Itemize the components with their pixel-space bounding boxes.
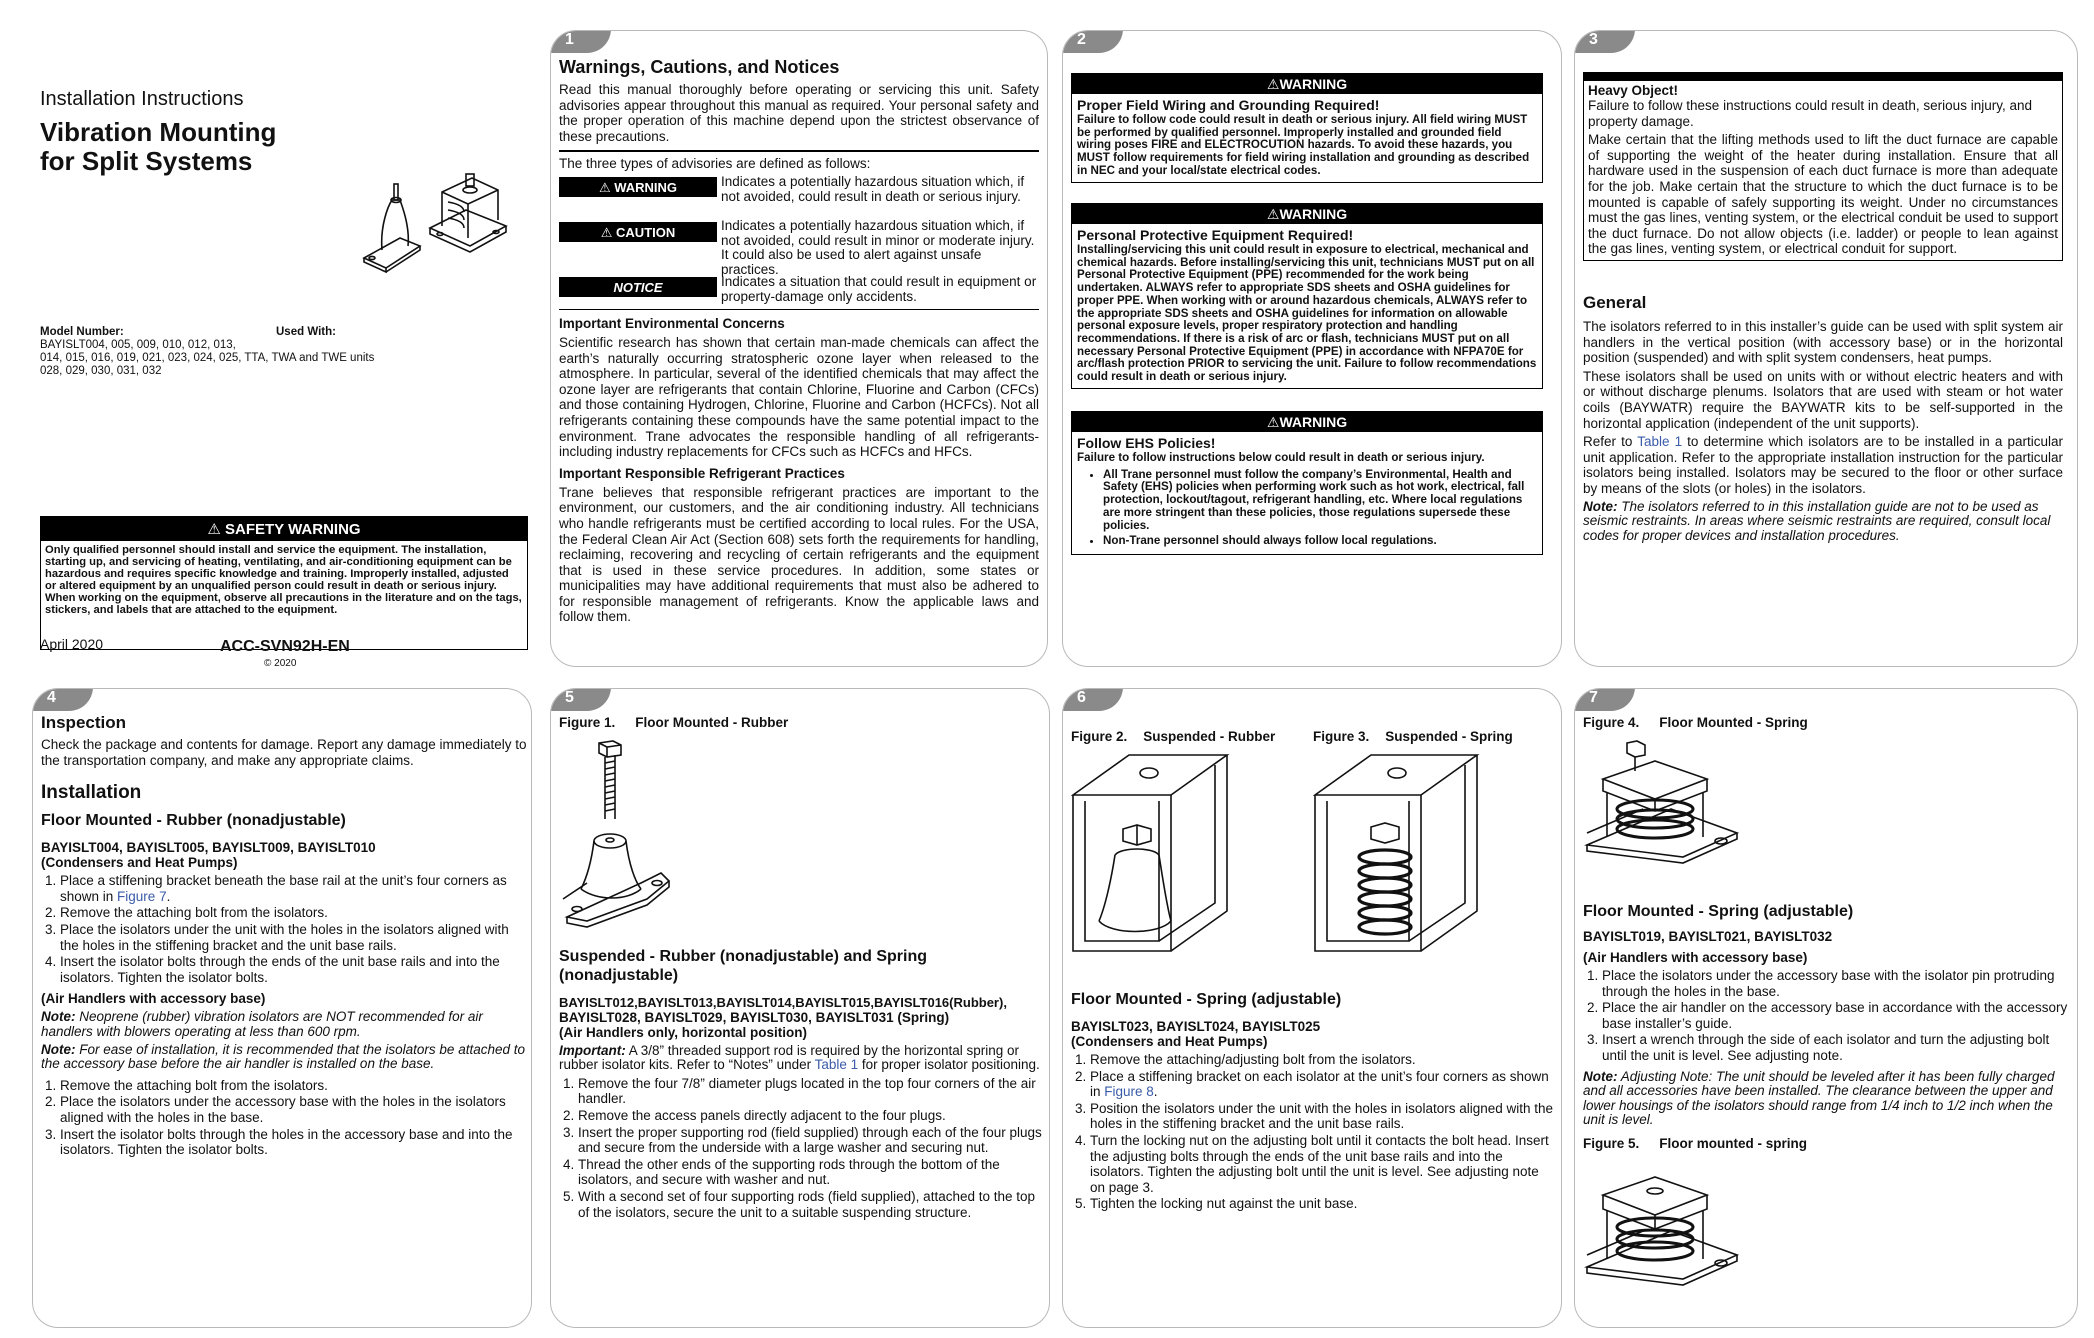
step-text-end: . xyxy=(166,888,171,904)
step-item: 4. Insert the isolator bolts through the ends of the unit base rails and into the isolators. Tighten the isolator bolts. xyxy=(60,954,527,985)
important-label: Important: xyxy=(559,1043,626,1058)
table-1-link[interactable]: Table 1 xyxy=(814,1057,859,1073)
cover-panel xyxy=(38,30,528,670)
page-number-tab: 7 xyxy=(1574,688,1635,711)
model-label: Model Number: xyxy=(40,326,124,338)
step-item xyxy=(60,873,527,904)
page-panel-6 xyxy=(1062,688,1562,1328)
warning-triangle-icon: ⚠ xyxy=(1266,76,1280,92)
floor-spring-adj-models: BAYISLT019, BAYISLT021, BAYISLT032 xyxy=(1583,929,1833,944)
general-note xyxy=(1583,500,2063,544)
step-item xyxy=(1090,1069,1555,1100)
ppe-warning-label: WARNING xyxy=(1279,206,1348,222)
warning-triangle-icon: ⚠ xyxy=(600,224,613,240)
general-p3-text: Refer to xyxy=(1583,434,1638,450)
cover-subtitle: Installation Instructions xyxy=(40,88,244,110)
page-panel-2 xyxy=(1062,30,1562,667)
figure-5-caption xyxy=(1583,1136,2069,1151)
important-text-rest: for proper isolator positioning. xyxy=(858,1057,1040,1073)
figure-5-floor-spring xyxy=(1583,1165,1743,1291)
doc-number: ACC-SVN92H-EN xyxy=(220,638,350,655)
safety-warning-box xyxy=(40,516,528,650)
note-label: Note: xyxy=(41,1041,76,1057)
safety-warning-text: Only qualified personnel should install and service the equipment. The installation, starting up, and servicing of heating, ventilating, and air-conditioning equipment can be hazardous and requires specific knowledge and training. Improperly installed, adjusted or altered equipment by an unqualified person could result in death or serious injury. When working on the equipment, observe all precautions in the literature and on the tags, stickers, and labels that are attached to the equipment. xyxy=(45,544,522,616)
figure-title: Floor Mounted - Rubber xyxy=(635,715,789,730)
warnings-heading: Warnings, Cautions, and Notices xyxy=(559,57,840,77)
general-p3-text-rest: to determine which isolators are to be installed in a particular unit application. Refer to the appropriate installation instruction for the particular isolators being installed. Isolators may be secured to the floor or other surface by means of the slots (or holes) in the isolators. xyxy=(1583,434,2064,496)
warning-triangle-icon: ⚠ xyxy=(1266,414,1280,430)
wiring-warning-label: WARNING xyxy=(1279,76,1348,92)
note-label: Note: xyxy=(1583,498,1618,514)
installation-heading: Installation xyxy=(41,782,142,804)
figure-title: Floor Mounted - Spring xyxy=(1659,715,1808,730)
doc-date: April 2020 xyxy=(40,636,104,652)
warnings-intro: Read this manual thoroughly before operating or servicing this unit. Safety advisories appear throughout this manual as required. Your personal safety and the proper operation of this machine depend upon the strictest observance of these precautions. xyxy=(559,82,1039,144)
model-line1: BAYISLT004, 005, 009, 010, 012, 013, xyxy=(40,339,236,351)
figure-4-floor-spring xyxy=(1583,737,1743,867)
inspection-text: Check the package and contents for damage. Report any damage immediately to the transportation company, and make any appropriate claims. xyxy=(41,737,527,768)
page-panel-1 xyxy=(550,30,1048,667)
suspended-models-sub: (Air Handlers only, horizontal position) xyxy=(559,1025,808,1040)
suspended-models-line1: BAYISLT012,BAYISLT013,BAYISLT014,BAYISLT015,BAYISLT016(Rubber), xyxy=(559,995,1007,1010)
ehs-warning-label: WARNING xyxy=(1279,414,1348,430)
step-item: 2. Remove the access panels directly adjacent to the four plugs. xyxy=(578,1108,1043,1124)
warning-triangle-icon: ⚠ xyxy=(207,521,221,538)
cover-title-line1: Vibration Mounting xyxy=(40,117,277,147)
model-line2: 014, 015, 016, 019, 021, 023, 024, 025, TTA, TWA and TWE units xyxy=(40,352,375,364)
note-text: For ease of installation, it is recommended that the isolators be attached to the accessory base before the air handler is installed on the base. xyxy=(41,1041,525,1072)
figure-title: Suspended - Spring xyxy=(1385,729,1513,744)
heavy-object-text1: Failure to follow these instructions could result in death, serious injury, and property damage. xyxy=(1588,98,2032,129)
page-number-tab: 3 xyxy=(1574,30,1635,53)
page-panel-7 xyxy=(1574,688,2078,1328)
inspection-heading: Inspection xyxy=(41,713,127,732)
figure-label: Figure 5. xyxy=(1583,1135,1640,1151)
step-item: 3. Insert the isolator bolts through the holes in the accessory base and into the isolators. Tighten the isolator bolts. xyxy=(60,1127,527,1158)
figure-label: Figure 2. xyxy=(1071,729,1128,744)
figure-label: Figure 1. xyxy=(559,715,616,730)
wiring-warning-box xyxy=(1071,73,1543,183)
step-item: 3. Insert the proper supporting rod (field supplied) through each of the four plugs and secure from the underside with a large washer and securing nut. xyxy=(578,1125,1043,1156)
step-item: 3. Place the isolators under the unit with the holes in the isolators aligned with the holes in the stiffening bracket and the unit base rails. xyxy=(60,922,527,953)
figure-label: Figure 3. xyxy=(1313,729,1370,744)
floor-spring-heading: Floor Mounted - Spring (adjustable) xyxy=(1071,991,1342,1008)
floor-spring-adj-steps xyxy=(1583,968,2069,1064)
note-label: Note: xyxy=(41,1009,76,1025)
note-text: Adjusting Note: The unit should be leveled after it has been fully charged and all accessories have been installed. The clearance between the upper and lower housings of the isolators should range from 1/4 inch to 1/2 inch when the unit is level. xyxy=(1583,1068,2055,1128)
heavy-object-box xyxy=(1583,72,2063,261)
warning-triangle-icon: ⚠ xyxy=(1266,206,1280,222)
model-block xyxy=(40,326,374,378)
important-text: A 3/8” threaded support rod is required by the horizontal spring or rubber isolator kits. Refer to “Notes” under xyxy=(559,1043,1019,1073)
figure-4-caption xyxy=(1583,715,1808,730)
air-handlers-heading: (Air Handlers with accessory base) xyxy=(41,991,266,1007)
warning-triangle-icon: ⚠ xyxy=(598,179,611,195)
safety-warning-bar xyxy=(41,517,527,541)
ppe-warning-text: Installing/servicing this unit could result in exposure to electrical, mechanical and chemical hazards. Before installing/servicing this unit, technicians MUST put on all Personal Protective Equipment (PPE) recommended for the work being undertaken. ALWAYS refer to appropriate SDS sheets and OSHA guidelines for proper PPE. When working with or around hazardous chemicals, ALWAYS refer to the appropriate SDS sheets and OSHA guidelines for information on allowable personal exposure levels, proper respiratory protection and handling recommendations. If there is a risk of arc or flash, technicians MUST put on all necessary Personal Protective Equipment (PPE) in accordance with NFPA70E for arc/flash protection PRIOR to servicing the unit. Failure to follow recommendations could result in death or serious injury. xyxy=(1077,243,1537,384)
notice-badge: NOTICE xyxy=(559,277,717,297)
warning-badge xyxy=(559,177,717,197)
figure-title: Suspended - Rubber xyxy=(1143,729,1276,744)
note-text: Neoprene (rubber) vibration isolators are NOT recommended for air handlers with blowers operating at less than 600 rpm. xyxy=(41,1009,483,1039)
isolator-illustration xyxy=(360,166,510,278)
figure-7-link[interactable]: Figure 7 xyxy=(117,888,167,904)
neoprene-note xyxy=(41,1010,527,1039)
heavy-object-title: Heavy Object! xyxy=(1588,83,1679,98)
suspended-heading: Suspended - Rubber (nonadjustable) and Spring (nonadjustable) xyxy=(559,948,928,984)
caution-badge xyxy=(559,222,717,242)
heavy-object-text2: Make certain that the lifting methods used to lift the duct furnace are capable of supporting the weight of the heater during installation. Ensure that all hardware used in the suspension of each duct furnace is more than adequate for the job. Make certain that the structure to which the duct furnace is to be mounted is capable of safely supporting its weight. Under no circumstances must the gas lines, venting system, or the electrical conduit be used to support the duct furnace. Do not allow objects (i.e. ladder) or people to lean against the gas lines, venting system, or electrical conduit for support. xyxy=(1588,132,2058,257)
step-item: 4. Thread the other ends of the supporting rods through the bottom of the isolators, and secure with washer and nut. xyxy=(578,1157,1043,1188)
ppe-warning-box xyxy=(1071,203,1543,389)
safety-warning-title: SAFETY WARNING xyxy=(225,521,361,538)
suspended-steps xyxy=(559,1076,1043,1220)
ehs-bullet: • Non-Trane personnel should always follow local regulations. xyxy=(1103,535,1537,548)
page-number-tab: 5 xyxy=(550,688,611,711)
page-number-tab: 1 xyxy=(550,30,611,53)
cover-title-line2: for Split Systems xyxy=(40,146,253,176)
step-text: Place a stiffening bracket beneath the base rail at the unit’s four corners as shown in xyxy=(60,873,507,904)
used-label: Used With: xyxy=(276,326,336,338)
floor-spring-adj-heading: Floor Mounted - Spring (adjustable) xyxy=(1583,903,1854,920)
table-1-link[interactable]: Table 1 xyxy=(1637,434,1683,450)
step-item: 5. With a second set of four supporting rods (field supplied), attached to the top of the isolators, secure the unit to a suitable suspending structure. xyxy=(578,1189,1043,1220)
step-item: 1. Place the isolators under the accessory base with the isolator pin protruding through the holes in the base. xyxy=(1602,968,2069,999)
page-number-tab: 4 xyxy=(32,688,93,711)
step-item: 4. Turn the locking nut on the adjusting bolt until it contacts the bolt head. Insert the adjusting bolts through the ends of the unit base rails and into the isolators. Tighten the adjusting bolt until the unit is level. See adjusting note on page 3. xyxy=(1090,1133,1555,1195)
warning-def: Indicates a potentially hazardous situation which, if not avoided, could result in death or serious injury. xyxy=(721,173,1025,204)
caution-label: CAUTION xyxy=(616,224,676,240)
floor-spring-steps xyxy=(1071,1052,1555,1212)
suspended-models-line2: BAYISLT028, BAYISLT029, BAYISLT030, BAYISLT031 (Spring) xyxy=(559,1010,950,1025)
page-panel-3 xyxy=(1574,30,2078,667)
step-item: 3. Position the isolators under the unit with the holes in isolators aligned with the holes in the stiffening bracket and the unit base rails. xyxy=(1090,1101,1555,1132)
important-note xyxy=(559,1044,1043,1073)
floor-rubber-models-sub: (Condensers and Heat Pumps) xyxy=(41,855,238,871)
env-heading: Important Environmental Concerns xyxy=(559,315,785,331)
general-p1: The isolators referred to in this installer’s guide can be used with split system air handlers in the vertical position (with accessory base) or in the horizontal position (suspended) and with split system condensers, heat pumps. xyxy=(1583,319,2063,366)
cover-title xyxy=(40,118,276,176)
figure-1-rubber-isolator xyxy=(557,739,677,939)
general-p2: These isolators shall be used on units with or without electric heaters and with or without discharge plenums. Isolators that are used with steam or hot water coils (BAYWATR) require the BAYWATR kits to be self-supported in the horizontal application (independent of the unit supports). xyxy=(1583,368,2063,431)
env-text: Scientific research has shown that certain man-made chemicals can affect the earth’s naturally occurring stratospheric ozone layer when released to the atmosphere. In particular, several of the identified chemicals that may affect the ozone layer are refrigerants that contain Chlorine, Fluorine and Carbon (CFCs) and those containing Hydrogen, Chlorine, Fluorine and Carbon (HCFCs). Not all refrigerants containing these compounds have the same potential impact to the environment. Trane advocates the responsible handling of all refrigerants-including industry replacements for CFCs such as HCFCs and HFCs. xyxy=(559,334,1039,460)
figure-3-suspended-spring xyxy=(1313,751,1483,961)
figure-1-caption xyxy=(559,715,1043,730)
step-item: 1. Remove the four 7/8” diameter plugs located in the top four corners of the air handler. xyxy=(578,1076,1043,1107)
ppe-warning-title: Personal Protective Equipment Required! xyxy=(1077,227,1354,243)
general-heading: General xyxy=(1583,293,1647,312)
figure-title: Floor mounted - spring xyxy=(1659,1135,1808,1151)
step-item: 1. Remove the attaching/adjusting bolt from the isolators. xyxy=(1090,1052,1555,1068)
figure-label: Figure 4. xyxy=(1583,715,1640,730)
notice-def: Indicates a situation that could result in equipment or property-damage only accidents. xyxy=(721,273,1037,304)
page-number-tab: 2 xyxy=(1062,30,1123,53)
figure-2-suspended-rubber xyxy=(1071,751,1231,961)
floor-spring-models-sub: (Condensers and Heat Pumps) xyxy=(1071,1034,1268,1049)
ease-note xyxy=(41,1043,527,1072)
ehs-warning-title: Follow EHS Policies! xyxy=(1077,435,1216,451)
figure-8-link[interactable]: Figure 8 xyxy=(1104,1084,1154,1100)
note-label: Note: xyxy=(1583,1068,1618,1084)
figure-2-caption xyxy=(1071,729,1275,744)
step-item: 2. Place the isolators under the accessory base with the holes in the isolators aligned with the holes in the base. xyxy=(60,1094,527,1125)
note-text: The isolators referred to in this installation guide are not to be used as seismic restraints. In areas where seismic restraints are required, consult local codes for proper devices and installation procedures. xyxy=(1583,498,2051,543)
page-panel-4 xyxy=(32,688,532,1328)
ehs-bullet: • All Trane personnel must follow the company’s Environmental, Health and Safety (EHS) policies when performing work such as hot work, electrical, fall protection, lockout/tagout, refrigerant handling, etc. Where local regulations are more stringent than these policies, those regulations supersede these policies. xyxy=(1103,469,1537,533)
adjusting-note xyxy=(1583,1070,2069,1128)
step-text: Place a stiffening bracket on each isolator at the unit’s four corners as shown in xyxy=(1090,1068,1549,1100)
floor-rubber-models: BAYISLT004, BAYISLT005, BAYISLT009, BAYISLT010 xyxy=(41,840,376,856)
ref-text: Trane believes that responsible refrigerant practices are important to the environment, our customers, and the air conditioning industry. All technicians who handle refrigerants must be certified according to local rules. For the USA, the Federal Clean Air Act (Section 608) sets forth the requirements for handling, reclaiming, recovering and recycling of certain refrigerants and the equipment that is used in these service procedures. In addition, some states or municipalities may have additional requirements that must also be adhered to for responsible management of refrigerants. Know the applicable laws and follow them. xyxy=(559,484,1039,625)
ref-heading: Important Responsible Refrigerant Practices xyxy=(559,465,845,481)
wiring-warning-text: Failure to follow code could result in death or serious injury. All field wiring MUST be performed by qualified personnel. Improperly installed and grounded field wiring poses FIRE and ELECTROCUTION hazards. To avoid these hazards, you MUST follow requirements for field wiring installation and grounding as described in NEC and your local/state electrical codes. xyxy=(1077,113,1530,177)
caution-def: Indicates a potentially hazardous situation which, if not avoided, could result in minor or moderate injury. It could also be used to alert against unsafe practices. xyxy=(721,217,1035,277)
figure-3-caption xyxy=(1313,729,1513,744)
general-p3 xyxy=(1583,434,2063,496)
doc-copyright: © 2020 xyxy=(264,658,297,669)
warning-label: WARNING xyxy=(614,179,678,195)
floor-spring-adj-models-sub: (Air Handlers with accessory base) xyxy=(1583,950,1808,965)
ehs-warning-text: Failure to follow instructions below could result in death or serious injury. xyxy=(1077,451,1485,464)
ehs-warning-box xyxy=(1071,411,1543,555)
floor-spring-models: BAYISLT023, BAYISLT024, BAYISLT025 xyxy=(1071,1019,1321,1034)
wiring-warning-title: Proper Field Wiring and Grounding Required! xyxy=(1077,97,1380,113)
page-panel-5 xyxy=(550,688,1050,1328)
model-line3: 028, 029, 030, 031, 032 xyxy=(40,365,162,377)
step-item: 2. Remove the attaching bolt from the isolators. xyxy=(60,905,527,921)
page-number-tab: 6 xyxy=(1062,688,1123,711)
step-item: 1. Remove the attaching bolt from the isolators. xyxy=(60,1078,527,1094)
air-handler-steps xyxy=(41,1078,527,1158)
types-intro: The three types of advisories are defined as follows: xyxy=(559,156,871,172)
step-text-end: . xyxy=(1153,1084,1158,1100)
floor-rubber-heading: Floor Mounted - Rubber (nonadjustable) xyxy=(41,812,346,830)
step-item: 3. Insert a wrench through the side of each isolator and turn the adjusting bolt until the unit is level. See adjusting note. xyxy=(1602,1032,2069,1063)
step-item: 5. Tighten the locking nut against the unit base. xyxy=(1090,1196,1555,1212)
floor-rubber-steps xyxy=(41,873,527,985)
step-item: 2. Place the air handler on the accessory base in accordance with the accessory base installer’s guide. xyxy=(1602,1000,2069,1031)
